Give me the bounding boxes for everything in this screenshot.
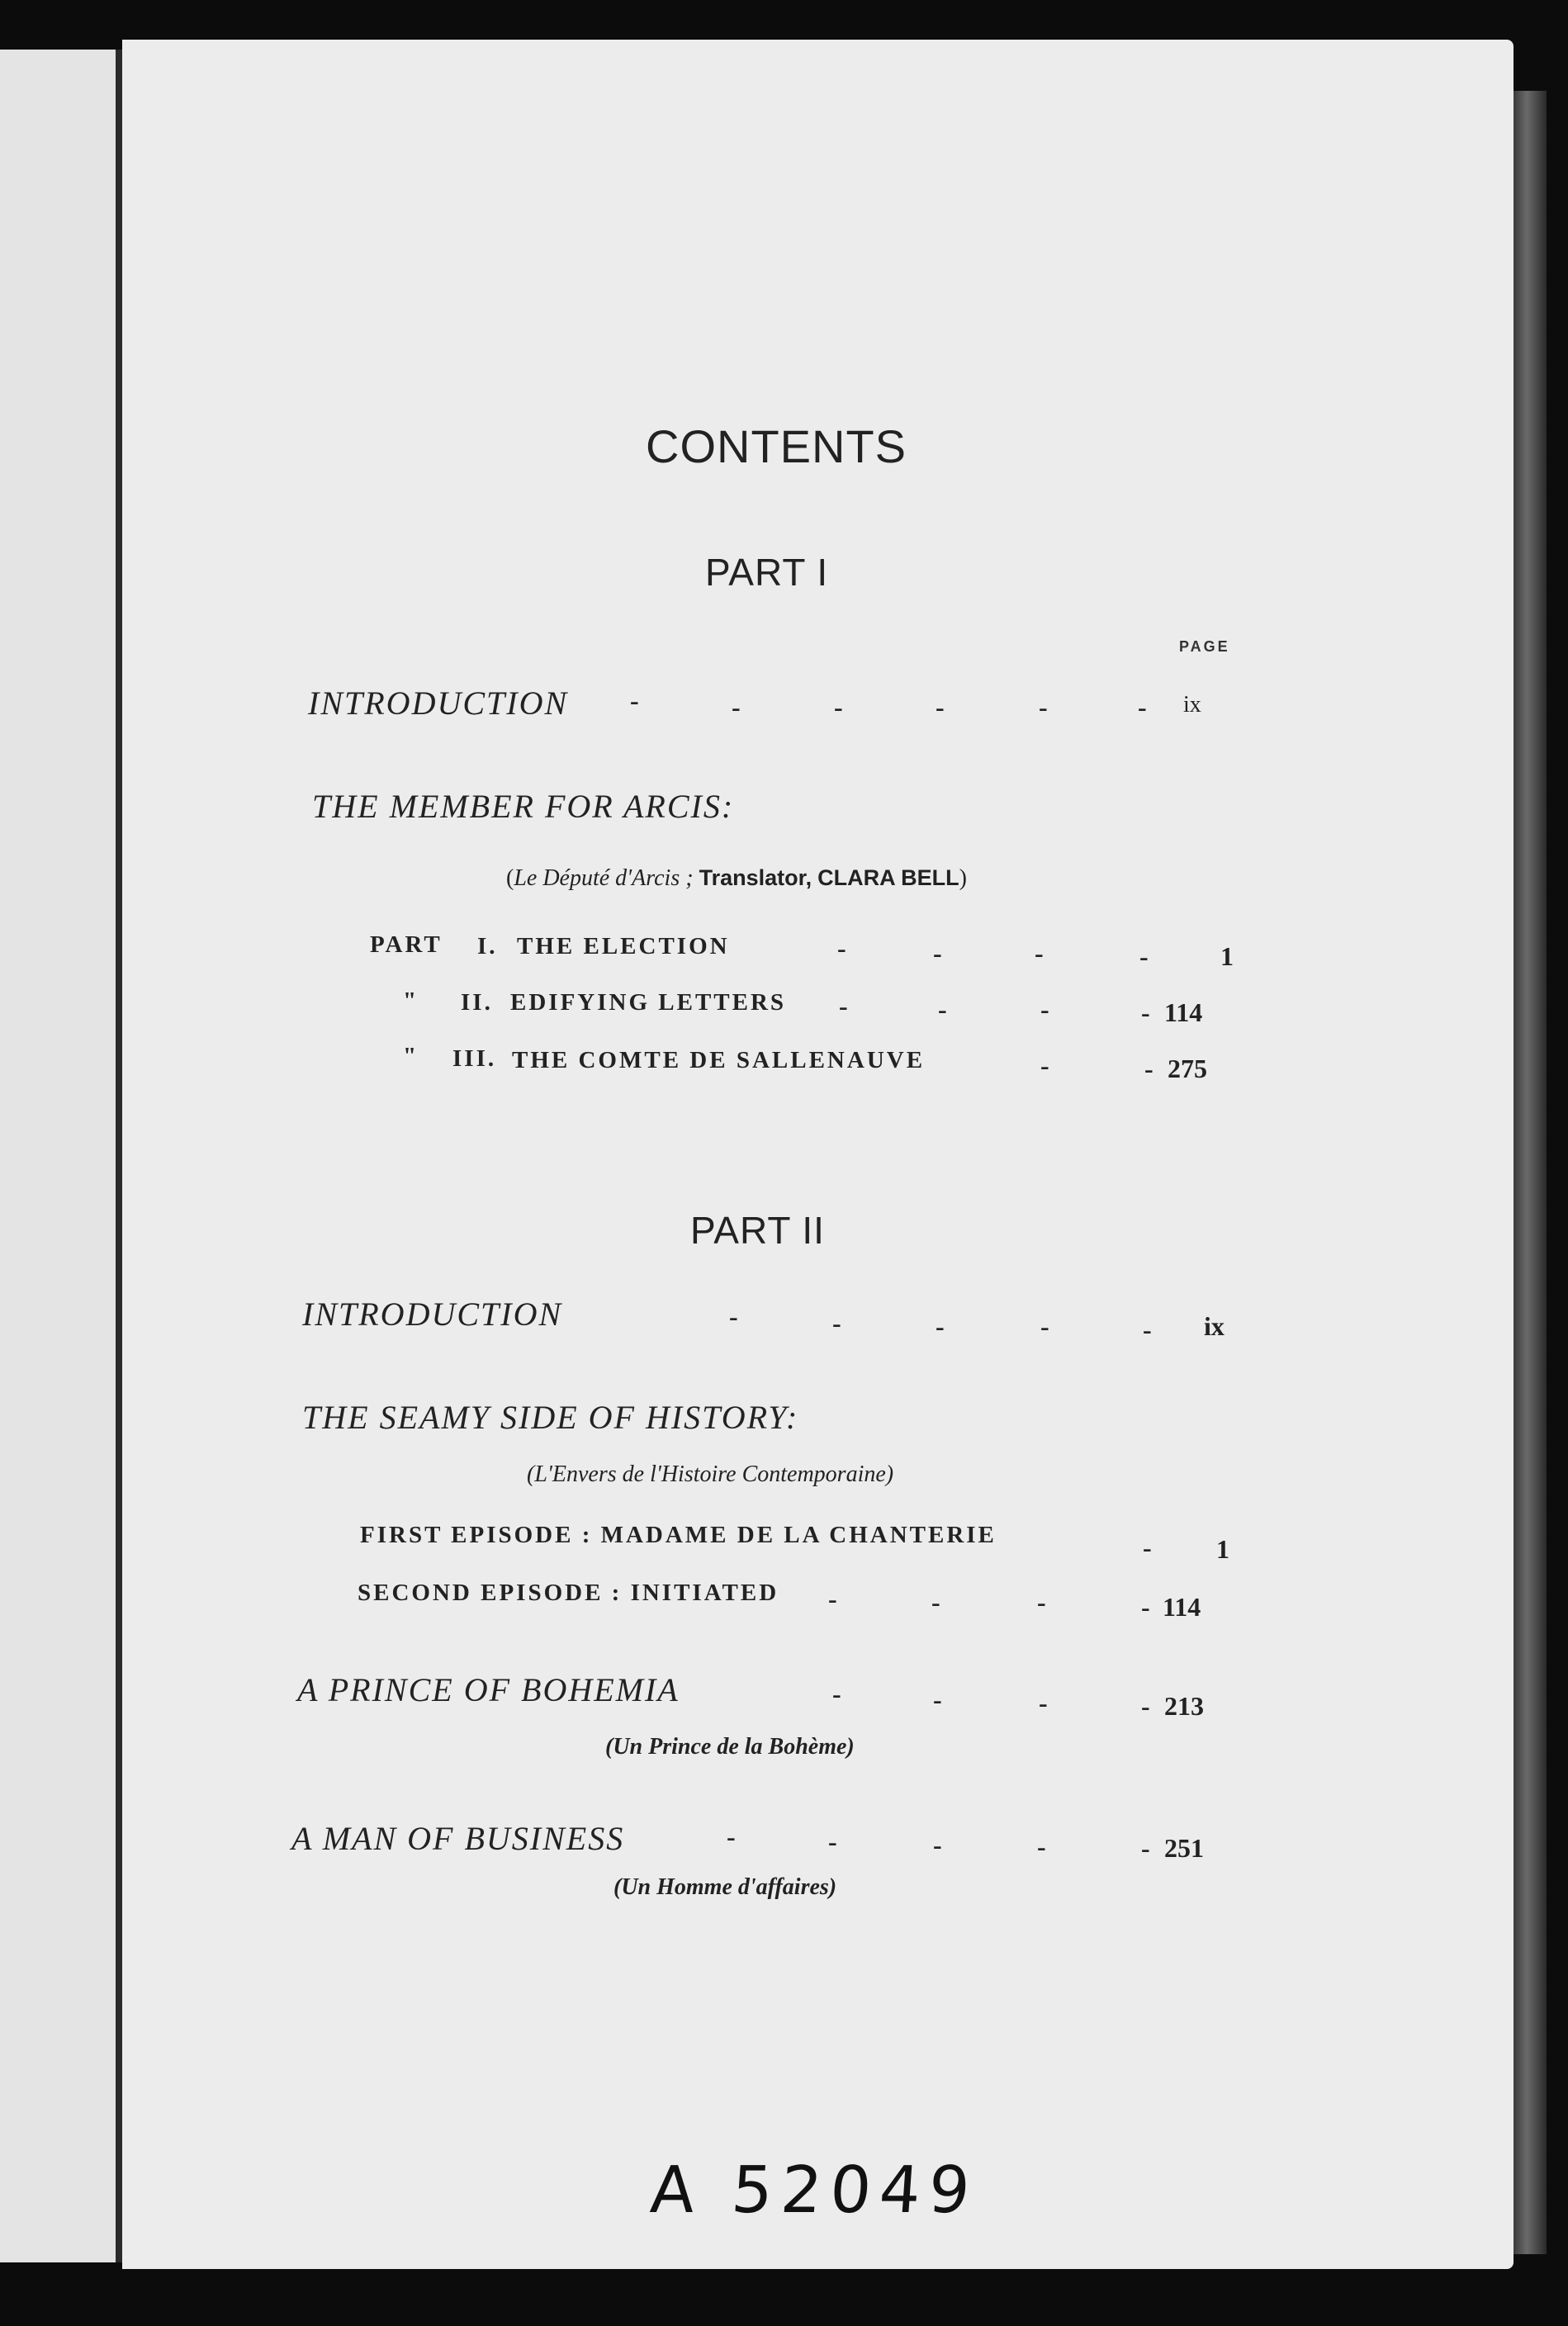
- work-original-title: (L'Envers de l'Histoire Contemporaine): [527, 1461, 894, 1487]
- book-gutter: [116, 50, 122, 2262]
- leader-dash: -: [1040, 1050, 1049, 1080]
- leader-dash: -: [1141, 1833, 1150, 1863]
- leader-dash: -: [931, 1587, 940, 1617]
- translator-name: CLARA BELL: [817, 865, 959, 890]
- page-number: 114: [1164, 997, 1203, 1027]
- leader-dash: -: [933, 938, 942, 968]
- leader-dash: -: [1040, 1311, 1049, 1341]
- leader-dash: -: [1138, 692, 1147, 722]
- part-2-heading: PART II: [690, 1209, 825, 1252]
- leader-dash: -: [727, 1821, 736, 1851]
- page-number: 1: [1216, 1534, 1229, 1564]
- toc-entry-label: EDIFYING LETTERS: [510, 989, 787, 1016]
- leader-dash: -: [1139, 941, 1149, 971]
- leader-dash: -: [1037, 1587, 1046, 1617]
- leader-dash: -: [1141, 1592, 1150, 1622]
- leader-dash: -: [834, 692, 843, 722]
- leader-dash: -: [936, 1311, 945, 1341]
- part-2-introduction: INTRODUCTION: [302, 1296, 563, 1333]
- leader-dash: -: [936, 692, 945, 722]
- leader-dash: -: [837, 933, 846, 963]
- page-number: ix: [1183, 692, 1201, 718]
- facing-page: [0, 50, 120, 2262]
- toc-entry-marker: ": [403, 1043, 419, 1069]
- leader-dash: -: [1143, 1315, 1152, 1344]
- toc-entry-marker: ": [403, 988, 419, 1014]
- leader-dash: -: [1141, 997, 1150, 1027]
- work-original-title: (Le Député d'Arcis ; Translator, CLARA BELL): [506, 865, 967, 891]
- page-number: 114: [1163, 1592, 1201, 1622]
- toc-entry-label: THE COMTE DE SALLENAUVE: [512, 1047, 926, 1073]
- leader-dash: -: [1141, 1691, 1150, 1721]
- leader-dash: -: [839, 991, 848, 1021]
- part-1-introduction: INTRODUCTION: [308, 685, 569, 722]
- toc-entry-label: FIRST EPISODE : MADAME DE LA CHANTERIE: [360, 1522, 997, 1548]
- work-title: THE MEMBER FOR ARCIS:: [312, 788, 735, 825]
- leader-dash: -: [828, 1584, 837, 1613]
- page-number: 213: [1164, 1691, 1204, 1721]
- page-number: 1: [1220, 941, 1234, 971]
- leader-dash: -: [630, 685, 639, 715]
- leader-dash: -: [1143, 1533, 1152, 1562]
- page-number: 275: [1168, 1054, 1207, 1083]
- leader-dash: -: [1039, 1688, 1048, 1717]
- leader-dash: -: [1039, 692, 1048, 722]
- story-title: A PRINCE OF BOHEMIA: [297, 1671, 680, 1708]
- page-title: CONTENTS: [646, 420, 907, 472]
- leader-dash: -: [832, 1679, 841, 1708]
- story-original-title: (Un Prince de la Bohème): [605, 1734, 855, 1760]
- leader-dash: -: [828, 1826, 837, 1856]
- work-title: THE SEAMY SIDE OF HISTORY:: [302, 1399, 799, 1436]
- toc-entry-label: SECOND EPISODE : INITIATED: [358, 1580, 779, 1606]
- leader-dash: -: [1144, 1054, 1153, 1083]
- leader-dash: -: [1037, 1831, 1046, 1861]
- part-1-heading: PART I: [705, 551, 829, 594]
- toc-entry-number: III.: [452, 1045, 497, 1072]
- page-column-label: PAGE: [1179, 638, 1230, 655]
- leader-dash: -: [729, 1301, 738, 1331]
- handwritten-catalog-mark: A 52049: [647, 2153, 981, 2228]
- page-number: 251: [1164, 1833, 1204, 1863]
- toc-entry-number: II.: [461, 989, 493, 1016]
- leader-dash: -: [933, 1684, 942, 1714]
- page-edge: [1514, 91, 1547, 2254]
- translator-label: Translator,: [699, 865, 812, 890]
- leader-dash: -: [732, 692, 741, 722]
- leader-dash: -: [832, 1308, 841, 1338]
- leader-dash: -: [938, 994, 947, 1024]
- story-original-title: (Un Homme d'affaires): [613, 1874, 837, 1900]
- toc-entry-label: THE ELECTION: [517, 933, 730, 959]
- story-title: A MAN OF BUSINESS: [291, 1820, 625, 1857]
- leader-dash: -: [1040, 994, 1049, 1024]
- contents-page: [122, 40, 1514, 2269]
- page-number: ix: [1204, 1311, 1225, 1341]
- toc-entry-marker: PART: [370, 931, 443, 958]
- leader-dash: -: [1035, 938, 1044, 968]
- toc-entry-number: I.: [477, 933, 498, 959]
- original-title: Le Député d'Arcis ;: [514, 865, 694, 891]
- leader-dash: -: [933, 1830, 942, 1859]
